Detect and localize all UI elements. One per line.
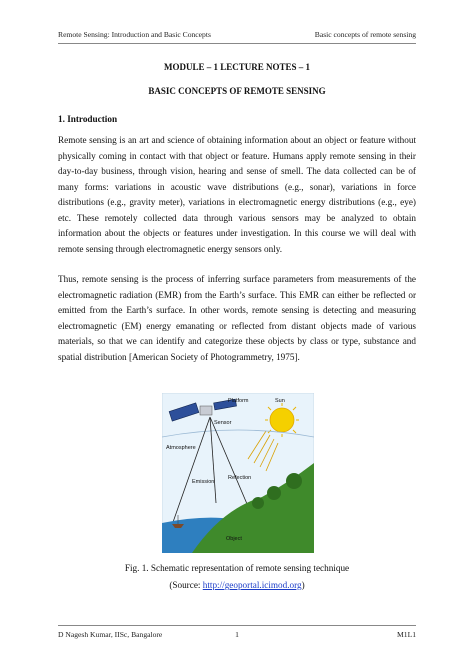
source-prefix: (Source: [169,580,203,590]
figure-source [0,580,474,590]
footer-code: M1L1 [397,630,416,639]
section-title: BASIC CONCEPTS OF REMOTE SENSING [148,86,326,96]
footer-rule [58,625,416,626]
footer-author: D Nagesh Kumar, IISc, Bangalore [58,630,163,639]
page-footer [58,630,416,642]
source-suffix: ) [301,580,305,590]
sun-label: Sun [275,398,285,404]
header-right-text: Basic concepts of remote sensing [314,30,416,39]
object-label: Object [226,536,242,542]
paragraph-2: Thus, remote sensing is the process of inferring surface parameters from measurements of the electromagnetic radiation (EMR) from the Earth’s surface. This EMR can either be reflected or emitted from the Earth’s surface. In other words, remote sensing is detecting and measuring electromagnetic (EM) energy emanating or reflected from distant objects made of various materials, so that we can identify and categorize these objects by class or type, substance and spatial distribution [American Society of Photogrammetry, 1975]. [58,274,416,362]
atmosphere-label: Atmosphere [166,445,196,451]
header-left-text: Remote Sensing: Introduction and Basic Concepts [58,30,211,39]
header-rule [58,43,416,44]
running-header [58,30,416,42]
figure-illustration [162,393,314,553]
remote-sensing-figure [162,393,314,553]
platform-label: Platform [228,398,249,404]
emission-label: Emission [192,479,215,485]
reflection-label: Refection [228,475,252,481]
source-link[interactable]: http://geoportal.icimod.org [202,580,302,590]
sensor-label: Sensor [214,420,232,426]
page-number: 1 [235,630,239,639]
figure-caption: Fig. 1. Schematic representation of remote sensing technique [124,563,350,573]
paragraph-1: Remote sensing is an art and science of obtaining information about an object or feature without physically coming in contact with that object or feature. Humans apply remote sensing in their day-to-day business, through vision, hearing and sense of smell. The data collected can be of many forms: variations in acoustic wave distributions (e.g., sonar), variations in force distributions (e.g., gravity meter), variations in electromagnetic energy distributions (e.g., eye) etc. These remotely collected data through various sensors may be analyzed to obtain information about the objects or features under investigation. In this course we will deal with remote sensing through electromagnetic energy sensors only. [58,135,416,254]
intro-heading: 1. Introduction [58,114,118,124]
module-title: MODULE – 1 LECTURE NOTES – 1 [163,62,311,72]
